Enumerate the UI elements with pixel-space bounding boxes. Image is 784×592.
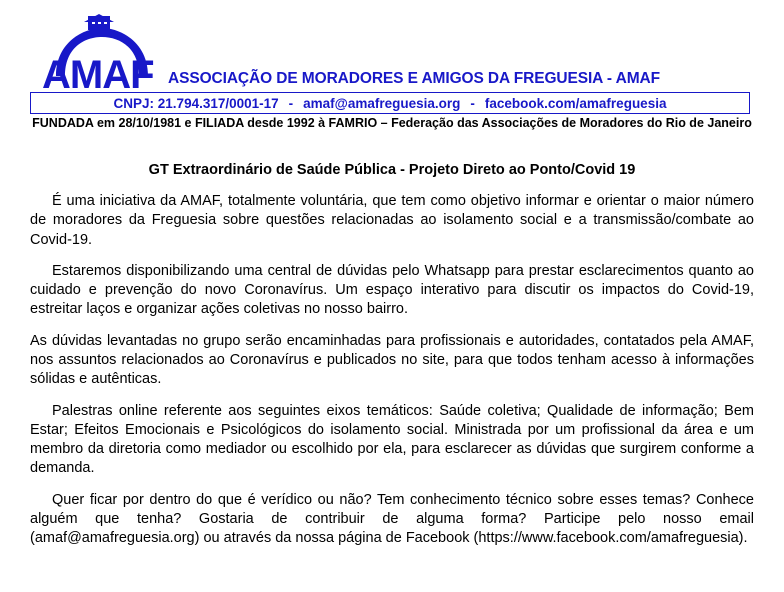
contact-separator-2: - [470,95,475,111]
svg-text:AMAF: AMAF [42,53,154,96]
contact-bar [30,92,750,114]
paragraph-4: Palestras online referente aos seguintes eixos temáticos: Saúde coletiva; Qualidade de informação; Bem Estar; Efeitos Emocionais e Psicológicos do isolamento social. Ministrada por um profissional da área e um membro da diretoria como mediador ou escolhido por ela, para esclarecer as dúvidas que surgirem conforme a demanda. [30,402,754,477]
contact-separator-1: - [288,95,294,111]
email-text[interactable]: amaf@amafreguesia.org [303,95,461,111]
facebook-link[interactable]: facebook.com/amafreguesia [484,95,667,111]
document-body [0,132,784,549]
page-title: GT Extraordinário de Saúde Pública - Projeto Direto ao Ponto/Covid 19 [148,162,636,178]
founded-line: FUNDADA em 28/10/1981 e FILIADA desde 1992 à FAMRIO – Federação das Associações de Moradores do Rio de Janeiro [32,116,752,130]
paragraph-5: Quer ficar por dentro do que é verídico ou não? Tem conhecimento técnico sobre esses temas? Conhece alguém que tenha? Gostaria de contribuir de alguma forma? Participe pelo nosso email (amaf@amafreguesia.org) ou através da nossa página de Facebook (https://www.facebook.com/amafreguesia). [30,491,754,547]
paragraph-1: É uma iniciativa da AMAF, totalmente voluntária, que tem como objetivo informar e orientar o maior número de moradores da Freguesia sobre questões relacionadas ao isolamento social e a transmissão/combate ao Covid-19. [30,193,754,248]
paragraph-2: Estaremos disponibilizando uma central de dúvidas pelo Whatsapp para prestar esclarecimentos quanto ao cuidado e prevenção do novo Coronavírus. Um espaço interativo para discutir os impactos do Covid-19, estreitar laços e organizar ações coletivas no nosso bairro. [30,262,754,318]
document-header [0,0,784,132]
paragraph-3: As dúvidas levantadas no grupo serão encaminhadas para profissionais e autoridades, contatados pela AMAF, nos assuntos relacionados ao Coronavírus e publicados no site, para que todos tenham acesso à informações sólidas e autênticas. [30,332,754,388]
organization-title: ASSOCIAÇÃO DE MORADORES E AMIGOS DA FREGUESIA - AMAF [168,70,660,87]
amaf-logo [36,14,168,96]
cnpj-text: CNPJ: 21.794.317/0001-17 [113,95,279,111]
